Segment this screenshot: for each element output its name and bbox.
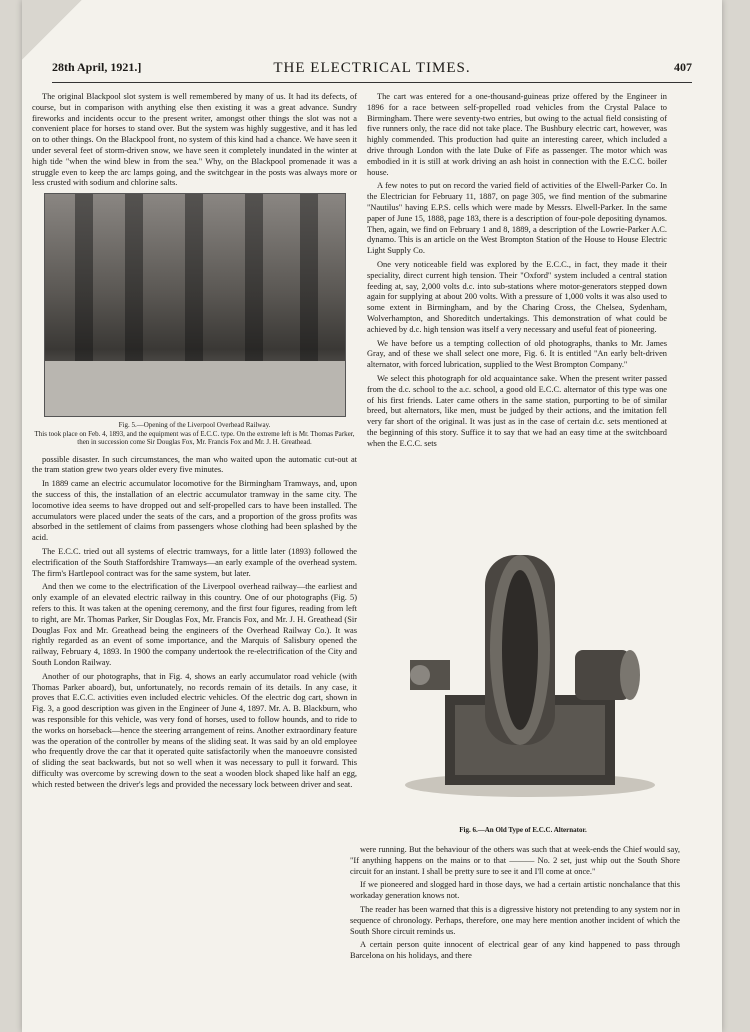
paragraph: The original Blackpool slot system is well remembered by many of us. It had its defects, of course, but in comparison with anything else then existing it was a great advance. Sundry fireworks and incidents occur to the present writer, amongst other things the slot was not a convenient place for horses to stand over. But the system was highly suggestive, and it has led on to other things. On the Blackpool front, no system of this kind had a chance. We have seen it under several feet of storm-driven snow, we have seen it completely inundated in the winter at high tide "when the wind blew in from the sea." Why, on the Blackpool promenade it was a struggle even to keep the arc lamps going, and the switchgear in the posts was always more or less crusted with sodium and chlorine salts. [32, 92, 357, 188]
paragraph: The E.C.C. tried out all systems of electric tramways, for a little later (1893) followed the electrification of the South Staffordshire Tramways—an early example of the overhead system. The firm's Hartlepool contract was for the same system, but later. [32, 547, 357, 578]
paragraph: The reader has been warned that this is a digressive history not pretending to any system nor in sequence of chronology. Perhaps, therefore, one may here mention another incident of which the South Shore circuit reminds us. [350, 904, 680, 936]
paragraph: We have before us a tempting collection of old photographs, thanks to Mr. James Gray, and of these we shall select one more, Fig. 6. It is entitled "An early belt-driven alternator, with forced lubrication, supplied to the West Brompton Company." [367, 338, 667, 370]
paragraph: were running. But the behaviour of the others was such that at week-ends the Chief would say, "If anything happens on the mains or to that ——— No. 2 set, just whip out the South Shore circuit for an instant. I shall be pretty sure to see it and I'll come at once." [350, 845, 680, 876]
figure-5-caption [32, 421, 357, 447]
header-rule [52, 82, 692, 83]
paragraph: We select this photograph for old acquaintance sake. When the present writer passed from the d.c. school to the a.c. school, a good old E.C.C. alternator of this type was one of his first friends. Later came others in the same station, purporting to be of similar breed, but alternators, like men, must be judged by their actions, and the imitation fell very far short of the original. It was just as in the case of certain d.c. sets mentioned at the beginning of this story. Suffice it to say that we had an easy time at the switchboard when the E.C.C. sets [367, 373, 667, 448]
right-column [367, 92, 667, 453]
paragraph: If we pioneered and slogged hard in those days, we had a certain artistic nonchalance that this workaday generation knows not. [350, 880, 680, 901]
figure-5-photo [44, 193, 346, 417]
paragraph: In 1889 came an electric accumulator locomotive for the Birmingham Tramways, and, upon the success of this, the installation of an electric accumulator tramway in the same city. The locomotive idea seems to have dropped out and self-propelled cars to have been installed. The accumulators were placed under the seats of the cars, and a proportion of the gross profits was absorbed in the settlement of claims from passengers whose clothing had been splashed by the acid. [32, 479, 357, 543]
paragraph: And then we come to the electrification of the Liverpool overhead railway—the earliest and only example of an elevated electric railway in this country. One of our photographs (Fig. 5) refers to this. It was taken at the opening ceremony, and the first four figures, reading from left to right, are Mr. Thomas Parker, Sir Douglas Fox, Mr. Francis Fox, and Mr. J. H. Greathead (Sir Douglas Fox and Mr. Greathead being the engineers of the Overhead Railway Co.). It was rightly regarded as an event of some importance, and the Marquis of Salisbury opened the railway, February 4, 1893. In 1900 the company undertook the re-electrification of the City and South London Railway. [32, 582, 357, 668]
page-number: 407 [674, 60, 692, 74]
folded-corner [22, 0, 82, 60]
paragraph: A few notes to put on record the varied field of activities of the Elwell-Parker Co. In the Electrician for February 11, 1887, on page 305, we find mention of the submarine "Nautilus" having E.P.S. cells which were made by Messrs. Elwell-Parker. In the same paper of June 15, 1888, page 183, there is a description of four-pole depositing dynamos. Then, again, we find on February 1 and 8, 1889, a description of the Lowrie-Parker A.C. dynamo. This is an article on the West Brompton Station of the House to House Electric Light Supply Co. [367, 181, 667, 256]
issue-date: 28th April, 1921.] [52, 60, 142, 74]
page-header [52, 58, 692, 80]
right-bottom-column [350, 845, 680, 965]
paragraph: possible disaster. In such circumstances, the man who waited upon the automatic cut-out at the tram station grew two years older every five minutes. [32, 454, 357, 475]
figure-5-title: Fig. 5.—Opening of the Liverpool Overhead Railway. [118, 421, 271, 430]
left-column [32, 92, 357, 794]
publication-title: THE ELECTRICAL TIMES. [273, 60, 471, 76]
figure-5-description: This took place on Feb. 4, 1893, and the equipment was of E.C.C. type. On the extreme left is Mr. Thomas Parker, then in succession come Sir Douglas Fox, Mr. Francis Fox and Mr. J. H. Greathead. [34, 429, 355, 447]
paragraph: Another of our photographs, that in Fig. 4, shows an early accumulator road vehicle (with Thomas Parker aboard), but, unfortunately, no records remain of its details. In any case, it proves that E.C.C. activities even included electric vehicles. Of the electric dog cart, shown in Fig. 3, a good description was given in the Engineer of June 4, 1897. Mr. A. B. Blackburn, who was responsible for this vehicle, was very fond of horses, used to follow hounds, and to ride to the works on horseback—hence the steering arrangement of reins. Another extraordinary feature was the operation of the controller by means of the sliding seat. It was said by an old employee who frequently drove the car that it operated quite satisfactorily when the manoeuvre consisted of sliding the seat backwards, but not so well when it was necessary to pull it forward. This difficulty was overcome by screwing down to the seat a wooden block shaped like half an egg, which rested between the driver's legs and provided the necessary lock between driver and seat. [32, 671, 357, 789]
figure-6-caption: Fig. 6.—An Old Type of E.C.C. Alternator. [459, 826, 587, 834]
paragraph: The cart was entered for a one-thousand-guineas prize offered by the Engineer in 1896 for a race between self-propelled road vehicles from the Crystal Palace to Birmingham. There were seventy-two entries, but owing to the actual field consisting of five runners only, the race did not take place. The Bushbury electric cart, however, was highly commended. This production had quite an interesting career, which included a drive through London with the late Duke of Fife as passenger. The motor which was embodied in it is still at work driving an ash hoist in connection with the E.C.C. boiler house. [367, 92, 667, 177]
paragraph: A certain person quite innocent of electrical gear of any kind happened to pass through Barcelona on his holidays, and there [350, 940, 680, 961]
paragraph: One very noticeable field was explored by the E.C.C., in fact, they made it their speciality, direct current high tension. Their "Oxford" system included a central station feeding at, say, 2,000 volts d.c. into sub-stations where motor-generators stepped down again for supplying at about 200 volts. With a pressure of 1,000 volts it was also used to some extent in Birmingham, and by the Charing Cross, the Chelsea, Sydenham, Wolverhampton, and Shoreditch undertakings. This demonstration of what could be achieved by d.c. high tension was itself a very necessary and useful feat of pioneering. [367, 259, 667, 334]
figure-6-alternator-illustration [400, 545, 660, 800]
